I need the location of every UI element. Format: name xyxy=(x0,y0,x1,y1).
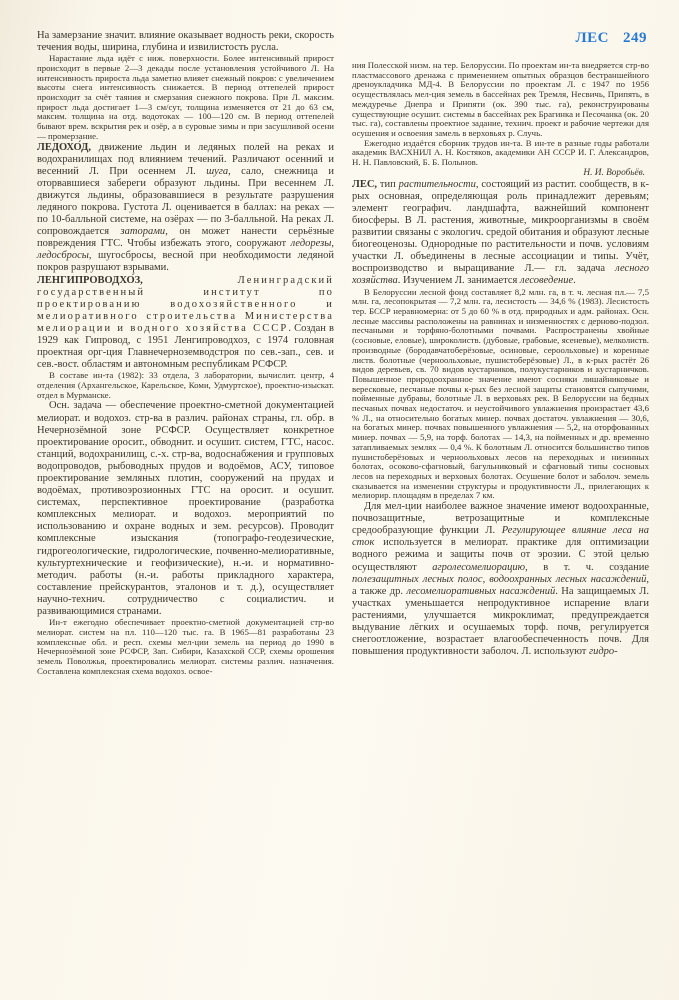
text-run: , шугосбросы, весной при необходимости ледяной покров разрушают взрывами. xyxy=(37,250,334,274)
text-run: Ежегодно издаётся сборник трудов ин-та. В ин-те в разные годы работали академик ВАСХНИЛ А. Н. Костяков, академики АН СССР И. Г. Александров, Н. Н. Павловский, Б. Б. Полынов. xyxy=(352,137,649,168)
text-run: . xyxy=(573,275,576,287)
text-run: На замерзание значит. влияние оказывает водность реки, скорость течения воды, ширина, глубина и извилистость русла. xyxy=(37,30,334,54)
running-head xyxy=(352,30,647,47)
paragraph xyxy=(37,618,334,676)
text-run: агролесомелиорацию xyxy=(432,561,526,573)
paragraph xyxy=(352,501,649,658)
text-run: тип xyxy=(379,178,399,190)
paragraph xyxy=(37,142,334,275)
text-run: Нарастание льда идёт с ниж. поверхности. Более интенсивный прирост происходит в первые 2—3 декады после установления устойчивого Л. На интенсивность прироста льда заметно влияет снежный покров: с увеличением высоты снега интенсивность снижается. В период оттепелей прирост происходит за счёт таяния и смерзания снежного покрова. При Л. максим. прирост льда достигает 1—3 см/сут, толщина изменяется от 21 до 63 см, максим. толщина на отд. водотоках — 100—120 см. В период оттепелей бывают врем. вскрытия рек и озёр, а в суровые зимы и при засушливой осени — промерзание. xyxy=(37,53,334,141)
right-column xyxy=(352,30,649,658)
paragraph xyxy=(37,30,334,54)
text-run: , а также др. xyxy=(352,573,649,597)
text-run: , он может нанести серьёзные повреждения ГТС. Чтобы избежать этого, сооружают xyxy=(37,226,335,250)
entry-headword: ЛЕНГИПРОВОДХО́З, xyxy=(37,274,238,286)
text-run: В составе ин-та (1982): 33 отдела, 3 лаборатории, вычислит. центр, 4 отделения (Архангельское, Карельское, Коми, Удмуртское), проектно-изыскат. отдел в Мурманске. xyxy=(37,370,334,400)
text-run: движение льдин и ледяных полей на реках и водохранилищах под влиянием течений. Различают осенний и весенний Л. При осеннем Л. xyxy=(37,141,334,177)
text-run: Регулирующее влияние леса на сток xyxy=(352,525,649,549)
text-run: шуга xyxy=(206,165,229,177)
text-run: . На защищаемых Л. участках уменьшается непродуктивное испарение влаги растениями, улучшается микроклимат, предупреждается выдувание лёгких и осушаемых торф. почв, регулируется снегоотложение, возрастает влагообеспеченность почв. Для повышения продуктивности заболоч. Л. используют xyxy=(352,585,650,658)
paragraph xyxy=(352,61,649,139)
paragraph xyxy=(352,139,649,168)
paragraph xyxy=(352,288,649,501)
text-run: , в т. ч. создание xyxy=(525,561,649,573)
text-run: , состоящий из растит. сообществ, в к-рых основная, определяющая роль принадлежит деревьям; элемент географич. ландшафта, важнейший компонент биосферы. В Л. растения, животные, микроорганизмы в своём развитии связаны с экологич. средой обитания и образуют лесные биогеоценозы. Однородные по растительности и почв. условиям участки Л. объединены в лесные ассоциации и типы. Учёт, воспроизводство и выращивание Л.— гл. задача xyxy=(352,178,649,275)
text-run: В Белоруссии лесной фонд составляет 8,2 млн. га, в т. ч. лесная пл.— 7,5 млн. га, лесопокрытая — 7,2 млн. га, лесистость — 34,6 % (1983). Лесистость тер. БССР неравномерна: от 5 до 60 % в отд. природных и адм. районах. Осн. лесные массивы расположены на равнинах и низменностях с дерново-подзол. песчаными и торфяно-болотными почвами. Распространены хвойные (сосновые, еловые), широколиств. (дубовые, грабовые, ясеневые), мелколиств. производные (бородавчатоберёзовые, осиновые, сероольховые) и коренные листв. болотные (черноольховые, пушистоберёзовые) Л., в к-рых растёт 26 видов деревьев, св. 70 видов кустарников, полукустарников и кустарничков. Повышенное природоохранное значение имеют сосняки лишайниковые и вересковые, песчаные почвы к-рых без лесной защиты становятся сыпучими, пойменные дубравы, болотные Л. в верховьях рек. В Белоруссии на бедных песчаных почвах недостаточ. и неустойчивого увлажнения произрастает 43,6 % Л., на относительно богатых минер. почвах достаточ. увлажнения — 30,6, на богатых минер. почвах повышенного увлажнения — 5,2, на оторфованных минер. почвах — 5,9, на торф. болотах — 14,3, на пойменных и др. временно затапливаемых землях — 0,4 %. К болотным Л. относится большинство типов пушистоберёзовых и черноольховых лесов на переходных и низинных болотах, осоково-сфагновый, багульниковый и сфагновый типы сосновых лесов на переходных и верховых болотах. Осушение болот и заболоч. земель сказывается на изменении структуры и продуктивности Л., прилегающих к мелиорир. площадям в пределах 7 км. xyxy=(352,286,649,501)
text-run: ния Полесской низм. на тер. Белоруссии. По проектам ин-та внедряется стр-во пластмассового дренажа с применением опытных образцов бестраншейного дреноукладчика МД-4. В Белоруссии по проектам Л. с 1947 по 1956 осуществлялась мел-ция земель в бассейнах рек Тремля, Несвичь, Припять, в междуречье Днепра и Припяти (ок. 390 тыс. га), реконструированы существующие осушит. системы в бассейнах рек Брагинка и Песочанка (ок. 20 тыс. га), составлены проектное задание, технич. проект и рабочие чертежи для осушения и освоения замель в верховьях р. Случь. xyxy=(352,60,649,138)
author-byline xyxy=(352,168,649,179)
left-column xyxy=(37,30,334,676)
paragraph xyxy=(352,179,649,288)
text-run: растительности xyxy=(398,178,476,190)
text-run: Н. И. Воробьёв. xyxy=(583,167,645,178)
entry-headword: ЛЕС, xyxy=(352,178,380,190)
text-run: используется в мелиорат. практике для оптимизации водного режима и защиты почв от эрозии. С этой целью осуществляют xyxy=(352,537,649,573)
paragraph xyxy=(37,371,334,400)
paragraph xyxy=(37,275,334,372)
paragraph xyxy=(37,400,334,618)
text-run: ледорезы, ледосбросы xyxy=(37,238,334,262)
text-run: , сало, снежница и оторвавшиеся забереги образуют льдины. При весеннем Л. движутся льдины, образовавшиеся в результате разрушения ледяного покрова. Густота Л. оценивается в баллах: на реках — по 10-балльной системе, на озёрах — по 3-балльной. На реках Л. сопровождается xyxy=(37,165,334,238)
text-run: . Изучением Л. занимается xyxy=(397,275,520,287)
text-run: Осн. задача — обеспечение проектно-сметной документацией мелиорат. и водохоз. стр-ва в различ. районах страны, гл. обр. в Нечернозёмной зоне РСФСР. Осуществляет конкретное проектирование оросит., обводнит. и осушит. систем, ГТС, насос. станций, водохранилищ, с.-х. стр-ва, водоснабжения и групповых водопроводов, рыбоводных прудов и водоёмов, АСУ, типовое проектирование земляных плотин, сооружений на прудах и водоёмах, противоэрозионных ГТС на оросит. и осушит. системах, перспективное проектирование (разработка комплексных мелиорат. и водохоз. мероприятий по использованию и охране водных и зем. ресурсов). Проводит комплексные изыскания (топографо-геодезические, гидрогеологические, гидрологические, почвенно-мелиоративные, культуртехнические и геофизические), н.-и. и нормативно-методич. работы (н.-и. работы прикладного характера, составление прейскурантов, эталонов и т. д.), осуществляет научно-технич. сотрудничество с социалистич. и развивающимися странами. xyxy=(37,400,334,617)
text-run: лесомелиоративных насаждений xyxy=(406,585,556,597)
paragraph xyxy=(37,54,334,141)
text-run: лесоведение xyxy=(519,275,574,287)
text-run: полезащитных лесных полос, водоохранных лесных насаждений xyxy=(352,573,647,585)
text-run: гидро- xyxy=(589,646,618,658)
text-run: Ленинградский государственный институт по проектированию водохозяйственного и мелиоративного строительства Министерства мелиорации и водного хозяйства СССР xyxy=(37,274,334,334)
page-number: 249 xyxy=(623,30,647,46)
running-head-title: ЛЕС xyxy=(575,30,609,46)
text-run: заторами xyxy=(120,226,166,238)
text-run: лесного хозяйства xyxy=(352,263,649,287)
text-run: Для мел-ции наиболее важное значение имеют водоохранные, почвозащитные, ветрозащитные и комплексные средообразующие функции Л. xyxy=(352,501,649,537)
entry-headword: ЛЕДОХО́Д, xyxy=(37,141,99,153)
text-run: Ин-т ежегодно обеспечивает проектно-сметной документацией стр-во мелиорат. систем на пл. 110—120 тыс. га. В 1965—81 разработаны 23 комплексные обл. и респ. схемы мел-ции земель на период до 1990 в Нечернозёмной зоне РСФСР, Зап. Сибири, Казахской ССР, схемы орошения земель Поволжья, проектировались мелиорат. системы различ. назначения. Составлена комплексная схема водохоз. освое- xyxy=(37,617,334,676)
text-run: . Создан в 1929 как Гипровод, с 1951 Ленгипроводхоз, с 1974 головная проектная орг-ция Главнечерноземводстроя по сев.-зап., сев. и сев.-вост. областям и автономным республикам РСФСР. xyxy=(37,322,334,371)
